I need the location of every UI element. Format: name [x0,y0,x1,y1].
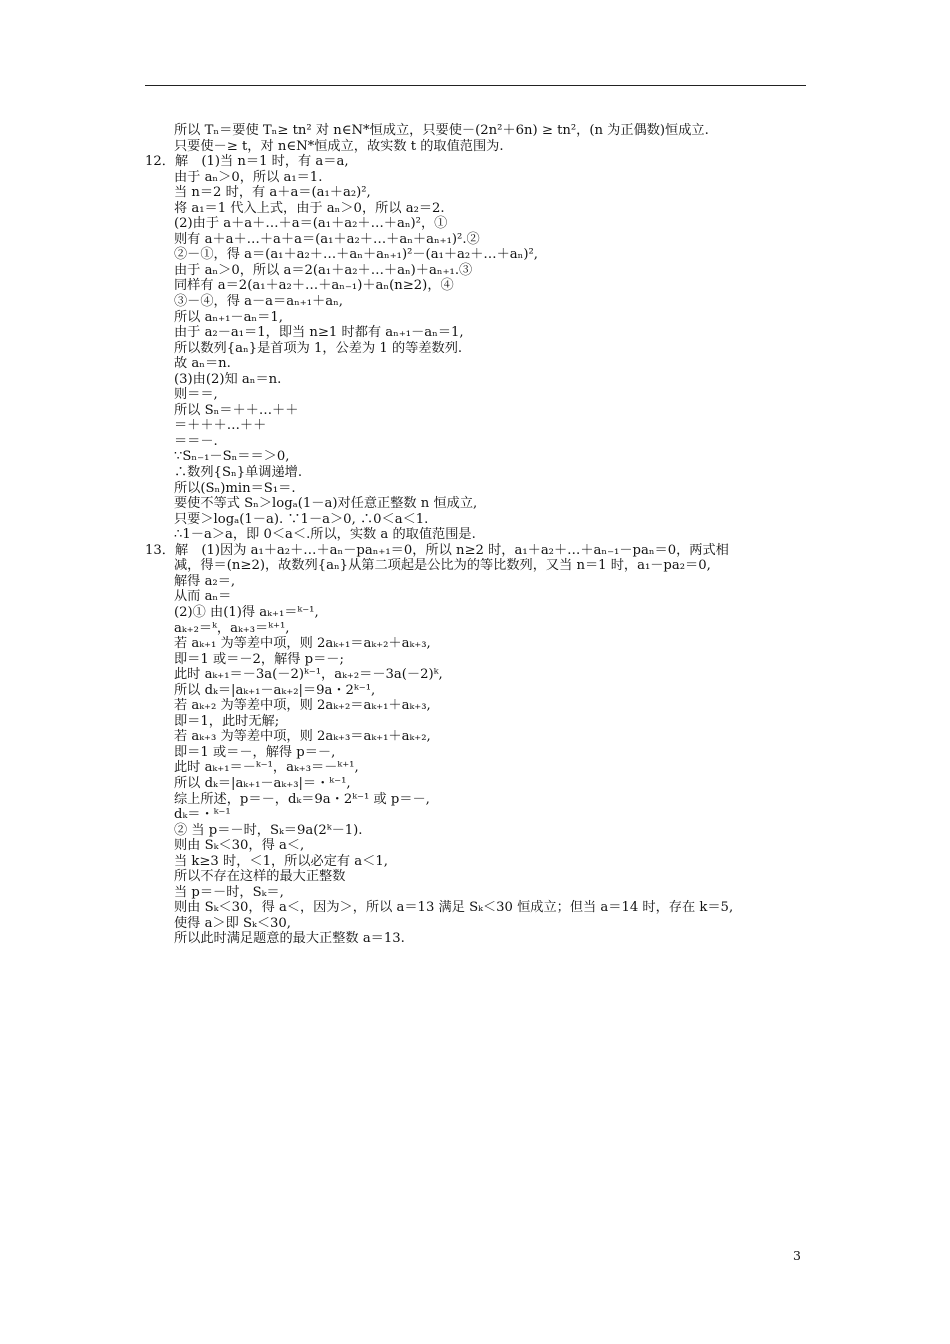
text-line: 即＝1，此时无解; [174,713,280,729]
text-line: (2)由于 a＋a＋…＋a＝(a₁＋a₂＋…＋aₙ)²，① [174,216,448,232]
text-line: 使得 a＞即 Sₖ＜30, [174,915,291,931]
text-line: 若 aₖ₊₃ 为等差中项，则 2aₖ₊₃＝aₖ₊₁＋aₖ₊₂, [174,729,431,745]
text-line: 所以不存在这样的最大正整数 [174,869,346,885]
text-line: 所以 aₙ₊₁－aₙ＝1, [174,309,283,325]
text-line: 所以 Tₙ＝要使 Tₙ≥ tn² 对 n∈N*恒成立，只要使－(2n²＋6n) ≥ tn²，(n 为正偶数)恒成立. [174,123,709,138]
text-line: 13．解 (1)因为 a₁＋a₂＋…＋aₙ－paₙ₊₁＝0，所以 n≥2 时，a₁＋a₂＋…＋aₙ₋₁－paₙ＝0，两式相 [145,542,729,558]
text-line: 由于 a₂－a₁＝1，即当 n≥1 时都有 aₙ₊₁－aₙ＝1, [174,325,464,341]
text-line: 要使不等式 Sₙ＞logₐ(1－a)对任意正整数 n 恒成立, [174,496,478,512]
text-line: ③－④，得 a－a＝aₙ₊₁＋aₙ, [174,294,343,310]
text-line: ② 当 p＝－时，Sₖ＝9a(2ᵏ－1). [174,822,363,838]
text-line: 综上所述，p＝－，dₖ＝9a・2ᵏ⁻¹ 或 p＝－, [174,791,430,807]
text-line: 所以 Sₙ＝＋＋…＋＋ [174,402,299,418]
text-line: 所以此时满足题意的最大正整数 a＝13. [174,931,405,947]
text-line: 则由 Sₖ＜30，得 a＜，因为＞，所以 a＝13 满足 Sₖ＜30 恒成立；但当 a＝14 时，存在 k＝5, [174,900,734,916]
text-line: 所以 dₖ＝|aₖ₊₁－aₖ₊₂|＝9a・2ᵏ⁻¹, [174,682,376,698]
text-line: 此时 aₖ₊₁＝－ᵏ⁻¹，aₖ₊₃＝－ᵏ⁺¹, [174,760,359,776]
text-line: ∵Sₙ₋₁－Sₙ＝＝＞0, [174,449,290,465]
text-line: 由于 aₙ＞0，所以 a＝2(a₁＋a₂＋…＋aₙ)＋aₙ₊₁.③ [174,262,473,278]
text-line: 则由 Sₖ＜30，得 a＜, [174,838,305,854]
text-line: 减，得＝(n≥2)，故数列{aₙ}从第二项起是公比为的等比数列，又当 n＝1 时，a₁－pa₂＝0, [174,558,711,574]
text-line: 只要使－≥ t，对 n∈N*恒成立，故实数 t 的取值范围为. [174,138,504,154]
text-line: ②－①，得 a＝(a₁＋a₂＋…＋aₙ＋aₙ₊₁)²－(a₁＋a₂＋…＋aₙ)², [174,247,538,263]
header-rule [145,85,806,86]
text-line: 即＝1 或＝－，解得 p＝－, [174,744,336,760]
text-line: 则有 a＋a＋…＋a＋a＝(a₁＋a₂＋…＋aₙ＋aₙ₊₁)².② [174,231,480,247]
text-line: 若 aₖ₊₂ 为等差中项，则 2aₖ₊₂＝aₖ₊₁＋aₖ₊₃, [174,698,431,714]
text-line: (3)由(2)知 aₙ＝n. [174,371,282,387]
text-line: 从而 aₙ＝ [174,589,232,605]
text-line: 所以 dₖ＝|aₖ₊₁－aₖ₊₃|＝・ᵏ⁻¹, [174,775,351,791]
text-line: 解得 a₂＝, [174,573,236,589]
text-line: 当 p＝－时，Sₖ＝, [174,884,284,900]
text-line: ＝＋＋＋…＋＋ [174,418,267,434]
text-line: 所以数列{aₙ}是首项为 1，公差为 1 的等差数列. [174,340,463,356]
text-line: dₖ＝・ᵏ⁻¹ [174,807,231,823]
document-body [145,123,810,947]
text-line: 只要＞logₐ(1－a). ∵1－a＞0, ∴0＜a＜1. [174,511,429,527]
text-line: 当 k≥3 时，＜1，所以必定有 a＜1, [174,853,388,869]
text-line: 将 a₁＝1 代入上式，由于 aₙ＞0，所以 a₂＝2. [174,200,445,216]
text-line: 则＝＝, [174,387,218,403]
text-line: 故 aₙ＝n. [174,356,231,372]
text-line: 若 aₖ₊₁ 为等差中项，则 2aₖ₊₁＝aₖ₊₂＋aₖ₊₃, [174,636,431,652]
text-line: 12．解 (1)当 n＝1 时，有 a＝a, [145,154,349,170]
text-line: ＝＝－. [174,433,218,449]
text-line: (2)① 由(1)得 aₖ₊₁＝ᵏ⁻¹, [174,604,319,620]
text-line: ∴数列{Sₙ}单调递增. [174,465,303,481]
text-line: 此时 aₖ₊₁＝－3a(－2)ᵏ⁻¹，aₖ₊₂＝－3a(－2)ᵏ, [174,667,443,683]
text-line: 即＝1 或＝－2，解得 p＝－; [174,651,344,667]
text-line: 所以(Sₙ)min＝S₁＝. [174,480,296,496]
text-line: ∴1－a＞a，即 0＜a＜.所以，实数 a 的取值范围是. [174,527,476,543]
text-line: aₖ₊₂＝ᵏ，aₖ₊₃＝ᵏ⁺¹, [174,620,290,636]
text-line: 同样有 a＝2(a₁＋a₂＋…＋aₙ₋₁)＋aₙ(n≥2)，④ [174,278,454,294]
text-line: 当 n＝2 时，有 a＋a＝(a₁＋a₂)², [174,185,371,201]
page-number: 3 [793,1248,801,1263]
text-line: 由于 aₙ＞0，所以 a₁＝1. [174,169,323,185]
